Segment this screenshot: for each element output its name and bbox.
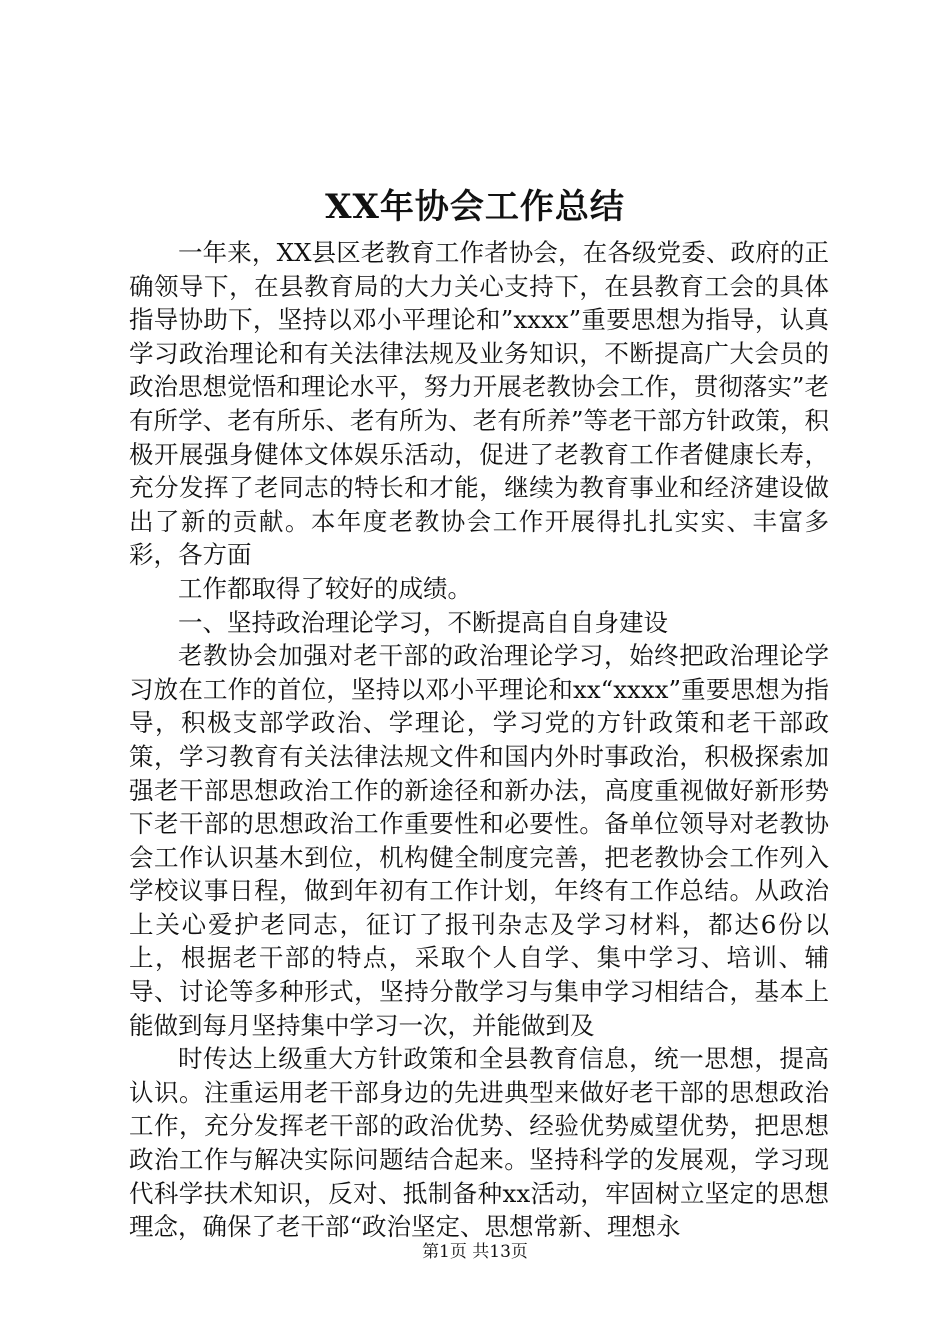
paragraph-intro: 一年来，XX县区老教育工作者协会，在各级党委、政府的正确领导下，在县教育局的大力关心支持下，在县教育工会的具体指导协助下，坚持以邓小平理论和”xxxx”重要思想为指导，认真学习政治理论和有关法律法规及业务知识，不断提高广大会员的政治思想觉悟和理论水平，努力开展老教协会工作，贯彻落实”老有所学、老有所乐、老有所为、老有所养”等老干部方针政策，积极开展强身健体文体娱乐活动，促进了老教育工作者健康长寿，充分发挥了老同志的特长和才能，继续为教育事业和经济建设做出了新的贡献。本年度老教协会工作开展得扎扎实实、丰富多彩，各方面	[129, 238, 829, 570]
section-heading-1: 一、坚持政治理论学习，不断提高自自身建设	[178, 607, 668, 637]
document-body	[129, 236, 829, 1244]
page-footer: 第1页 共13页	[422, 1242, 528, 1262]
paragraph-section-1-continued: 时传达上级重大方针政策和全县教育信息，统一思想，提高认识。注重运用老干部身边的先进典型来做好老干部的思想政治工作，充分发挥老干部的政治优势、经验优势威望优势，把思想政治工作与解决实际问题结合起来。坚持科学的发展观，学习现代科学扶术知识，反对、抵制备种xx活动，牢固树立坚定的思想理念，确保了老干部“政治坚定、思想常新、理想永	[129, 1044, 829, 1242]
paragraph-intro-continued: 工作都取得了较好的成绩。	[178, 573, 472, 603]
paragraph-section-1: 老教协会加强对老干部的政治理论学习，始终把政治理论学习放在工作的首位，坚持以邓小平理论和xx“xxxx”重要思想为指导，积极支部学政治、学理论，学习党的方针政策和老干部政策，学习教育有关法律法规文件和国内外时事政治，积极探索加强老干部思想政治工作的新途径和新办法，高度重视做好新形势下老干部的思想政治工作重要性和必要性。备单位领导对老教协会工作认识基木到位，机构健全制度完善，把老教协会工作列入学校议事日程，做到年初有工作计划，年终有工作总结。从政治上关心爱护老同志，征订了报刊杂志及学习材料，都达6份以上，根据老干部的特点，采取个人自学、集中学习、培训、辅导、讨论等多种形式，坚持分散学习与集申学习相结合，基本上能做到每月坚持集中学习一次，并能做到及	[129, 641, 829, 1040]
document-title: XX年协会工作总结	[325, 187, 625, 227]
